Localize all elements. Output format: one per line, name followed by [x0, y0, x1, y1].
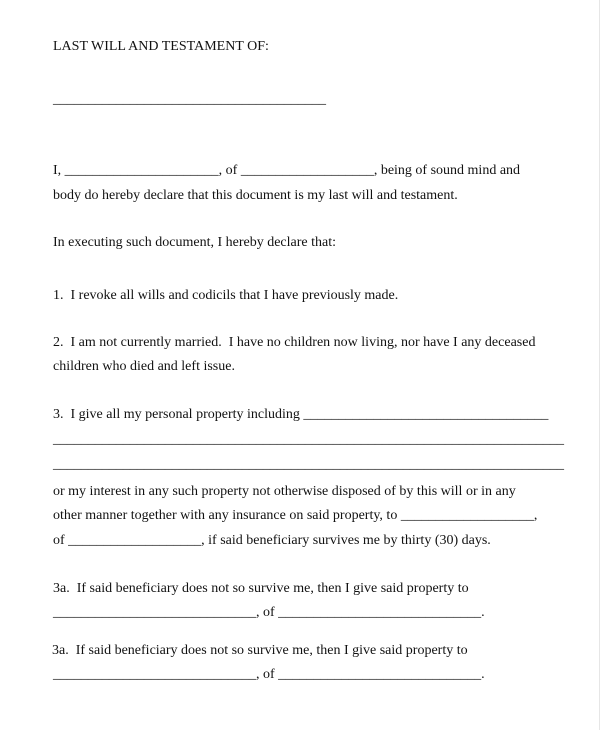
clause-3-line-4: or my interest in any such property not otherwise disposed of by this will or in any — [53, 484, 516, 499]
clause-3-line-3: _________________________________________________________________________ — [53, 457, 564, 472]
clause-3-line-2: _________________________________________________________________________ — [53, 432, 564, 447]
clause-2-line-1: 2. I am not currently married. I have no children now living, nor have I any deceased — [53, 335, 536, 350]
clause-2-line-2: children who died and left issue. — [53, 359, 235, 374]
document-title: LAST WILL AND TESTAMENT OF: — [53, 39, 269, 54]
declaration-line-2: body do hereby declare that this document is my last will and testament. — [53, 188, 458, 203]
clause-3a-first-line-1: 3a. If said beneficiary does not so survive me, then I give said property to — [53, 581, 469, 596]
clause-3-line-5: other manner together with any insurance on said property, to ___________________, — [53, 508, 538, 523]
clause-3a-second-line-1: 3a. If said beneficiary does not so survive me, then I give said property to — [52, 643, 468, 658]
clause-3-line-1: 3. I give all my personal property including ___________________________________ — [53, 407, 549, 422]
clause-3a-second-line-2: _____________________________, of _____________________________. — [53, 667, 485, 682]
clause-3-line-6: of ___________________, if said beneficiary survives me by thirty (30) days. — [53, 533, 491, 548]
intro-paragraph: In executing such document, I hereby declare that: — [53, 235, 336, 250]
declaration-line-1: I, ______________________, of ___________________, being of sound mind and — [53, 163, 521, 178]
clause-1: 1. I revoke all wills and codicils that I have previously made. — [53, 288, 399, 303]
testator-name-blank: _______________________________________ — [53, 92, 326, 107]
clause-3a-first-line-2: _____________________________, of _____________________________. — [53, 605, 485, 620]
